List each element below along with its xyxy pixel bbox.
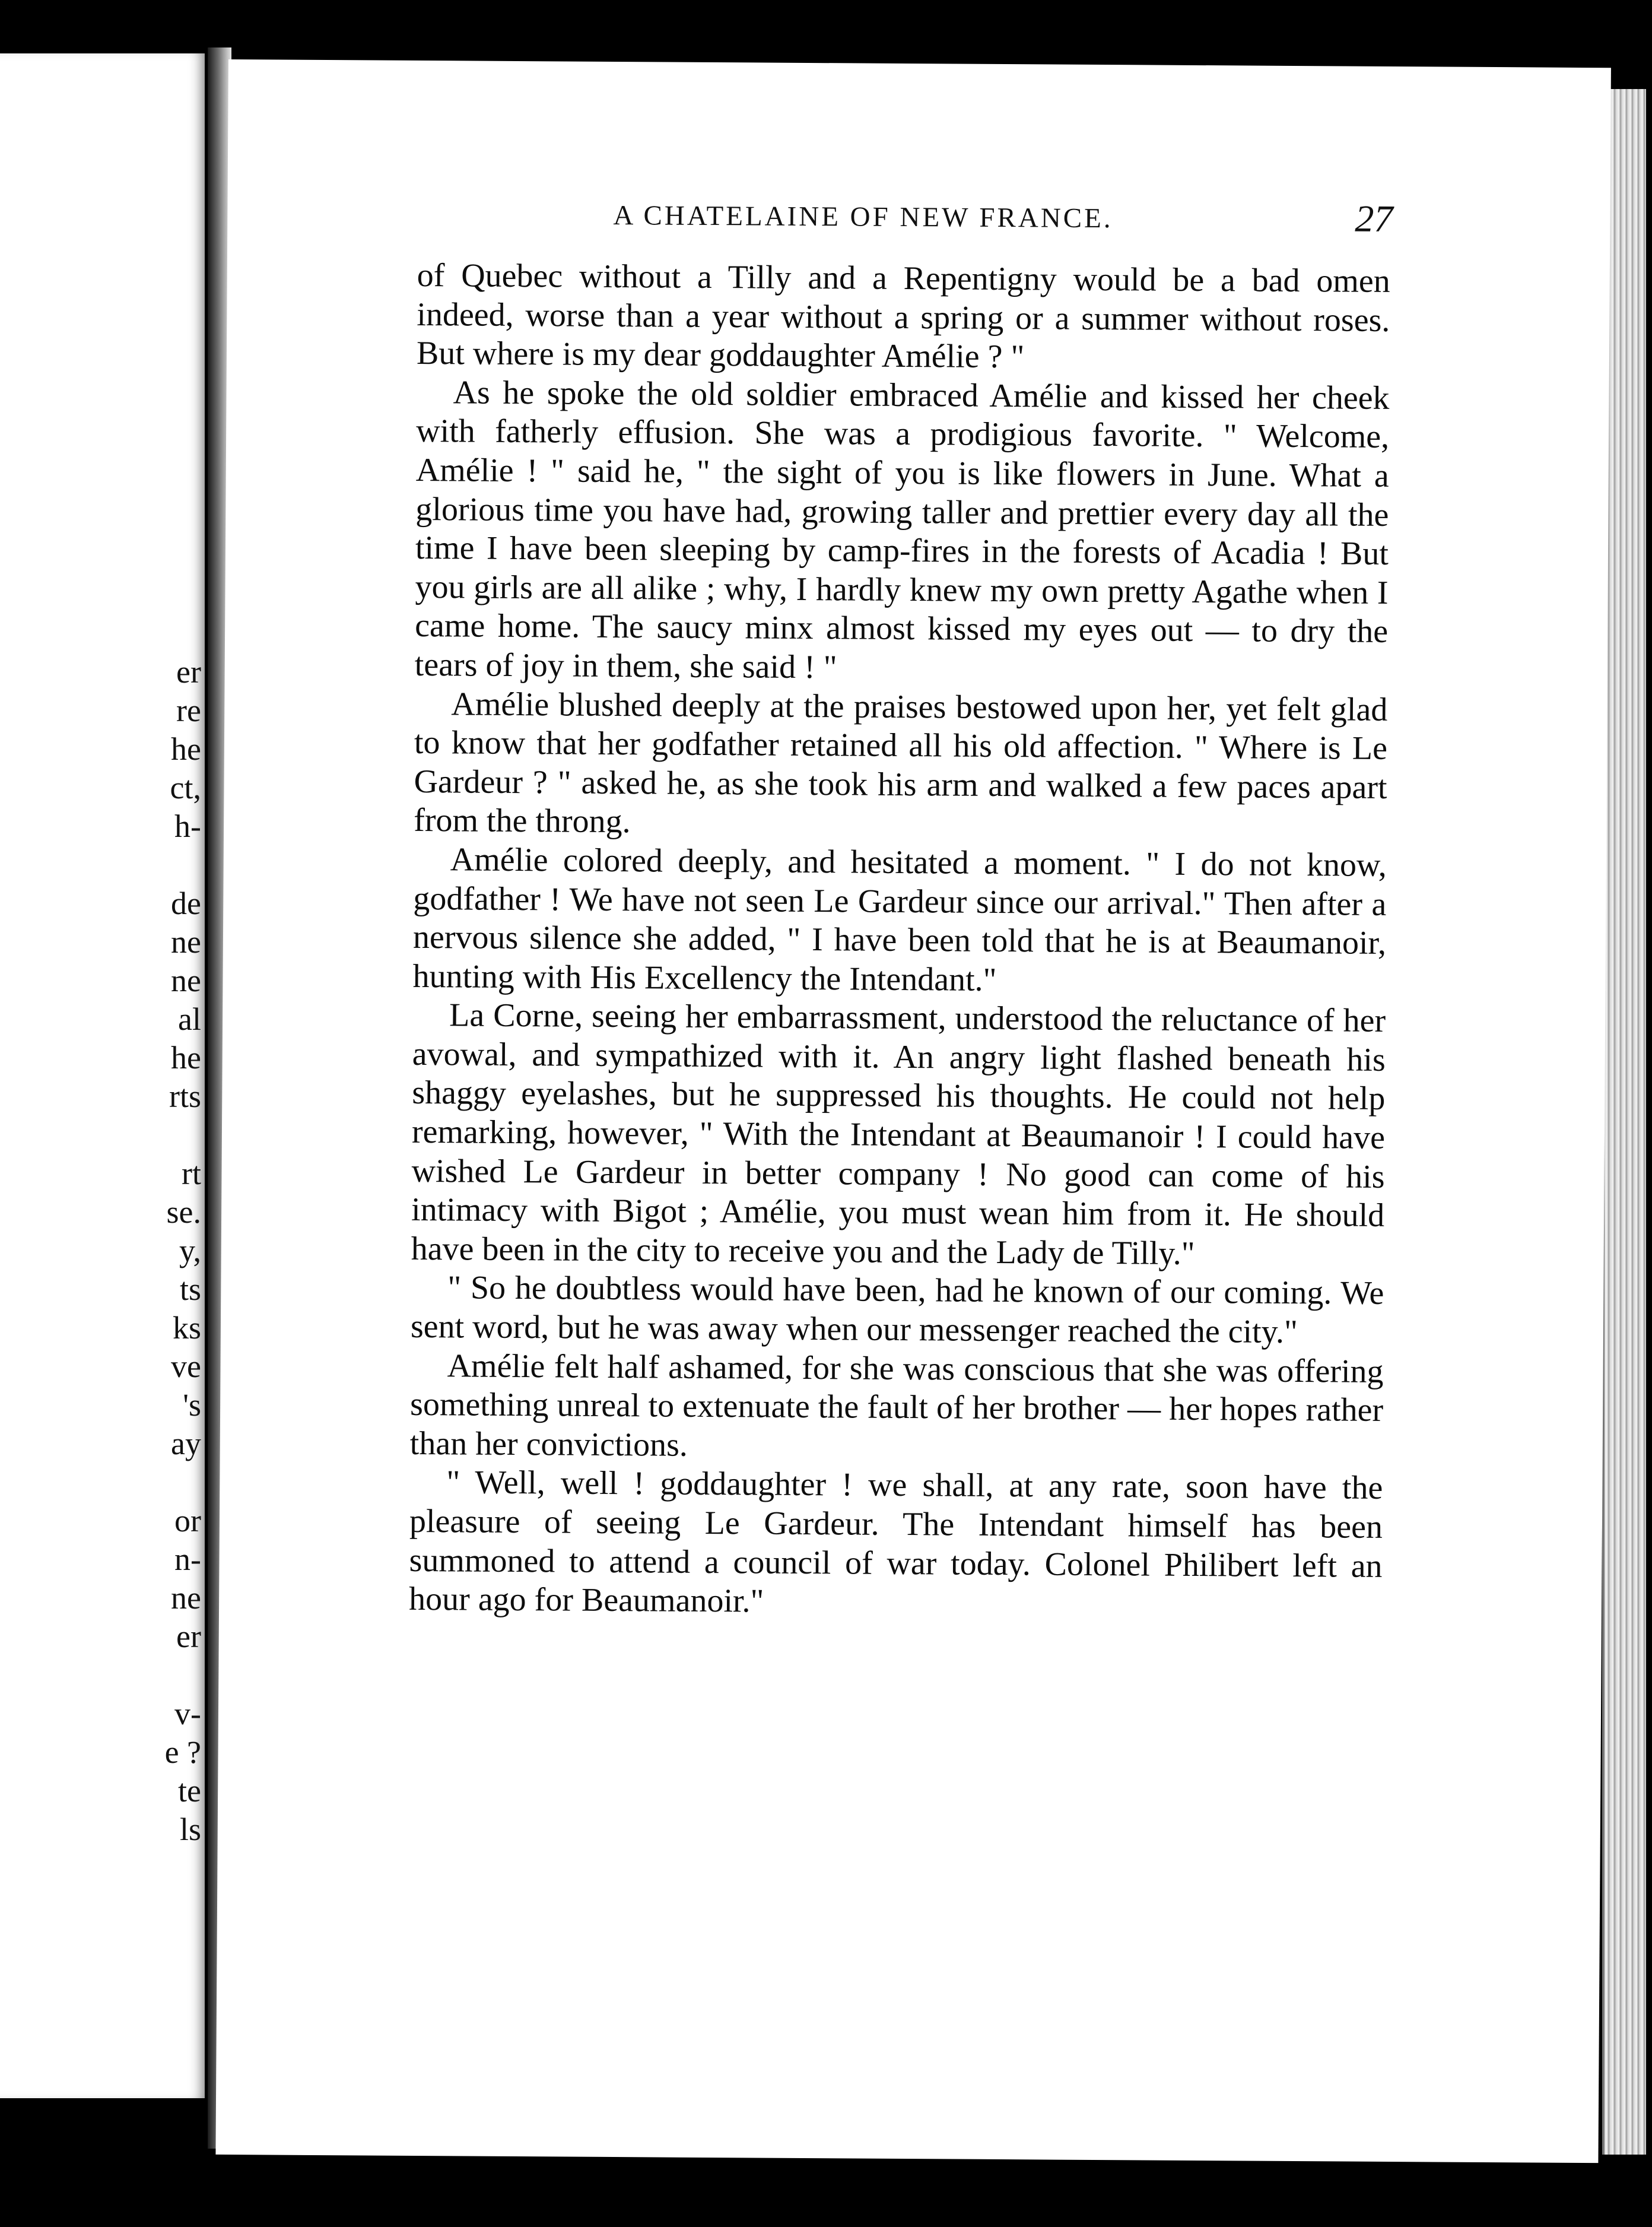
line-stub: 's bbox=[183, 1387, 201, 1423]
line-stub: rt bbox=[182, 1156, 201, 1191]
paragraph: La Corne, seeing her embarrassment, understood the reluctance of her avowal, and sympathized with it. An angry light flashed beneath his shaggy eyelashes, but he suppressed his thoughts. He could not help remarking, however, " With the Intendant at Beaumanoir ! I could have wished Le Gardeur in better company ! No good can come of his intimacy with Bigot ; Amélie, you must wean him from it. He should have been in the city to receive you and the Lady de Tilly." bbox=[411, 997, 1386, 1272]
line-stub: ls bbox=[179, 1812, 201, 1847]
line-stub: ct, bbox=[170, 770, 201, 805]
line-stub: ve bbox=[171, 1349, 201, 1384]
line-stub: ks bbox=[172, 1310, 201, 1346]
previous-page-fragment bbox=[0, 53, 205, 2098]
line-stub: al bbox=[178, 1001, 201, 1037]
line-stub: ne bbox=[171, 924, 201, 960]
paragraph: As he spoke the old soldier embraced Amélie and kissed her cheek with fatherly effusion. She was a prodigious favorite. " Welcome, Amélie ! " said he, " the sight of you is like flowers in June. What a glorious time you have had, growing taller and prettier every day all the time I have been sleeping by camp-fires in the forests of Acadia ! But you girls are all alike ; why, I hardly knew my own pretty Agathe when I came home. The saucy minx almost kissed my eyes out — to dry the tears of joy in them, she said ! " bbox=[414, 374, 1390, 686]
line-stub: y, bbox=[179, 1233, 201, 1268]
line-stub: ts bbox=[179, 1271, 201, 1307]
line-stub: or bbox=[174, 1503, 201, 1538]
paragraph: Amélie blushed deeply at the praises bestowed upon her, yet felt glad to know that her godfather retained all his old affection. " Where is Le Gardeur ? " asked he, as she took his arm and walked a few paces apart from the throng. bbox=[413, 685, 1388, 840]
line-stub: he bbox=[171, 731, 201, 767]
line-stub: er bbox=[176, 654, 201, 690]
line-stub: de bbox=[171, 886, 201, 921]
paragraph: of Quebec without a Tilly and a Repentigny would be a bad omen indeed, worse than a year without a spring or a summer without roses. But where is my dear goddaughter Amélie ? " bbox=[416, 256, 1390, 376]
paragraph: " So he doubtless would have been, had he known of our coming. We sent word, but he was away when our messenger reached the city." bbox=[410, 1269, 1384, 1351]
body-text bbox=[409, 256, 1390, 1625]
line-stub: he bbox=[171, 1040, 201, 1076]
line-stub: te bbox=[178, 1773, 201, 1809]
line-stub: ay bbox=[171, 1426, 201, 1461]
line-stub: n- bbox=[174, 1541, 201, 1577]
paragraph: " Well, well ! goddaughter ! we shall, at any rate, soon have the pleasure of seeing Le Gardeur. The Intendant himself has been summoned to attend a council of war today. Colonel Philibert left an hour ago for Beaumanoir." bbox=[408, 1464, 1383, 1620]
line-stub: rts bbox=[169, 1078, 201, 1114]
book-page bbox=[215, 59, 1611, 2163]
paragraph: Amélie colored deeply, and hesitated a moment. " I do not know, godfather ! We have not seen Le Gardeur since our arrival." Then after a nervous silence she added, " I have been told that he is at Beaumanoir, hunting with His Excellency the Intendant." bbox=[412, 841, 1387, 998]
running-head: A CHATELAINE OF NEW FRANCE. bbox=[613, 199, 1113, 234]
line-stub: ne bbox=[171, 963, 201, 998]
line-stub: re bbox=[176, 693, 201, 728]
line-stub: e ? bbox=[164, 1734, 201, 1770]
line-stub: se. bbox=[166, 1194, 201, 1230]
line-stub: er bbox=[176, 1619, 201, 1654]
line-stub: h- bbox=[174, 808, 201, 844]
paragraph: Amélie felt half ashamed, for she was conscious that she was offering something unreal to extenuate the fault of her brother — her hopes rather than her convictions. bbox=[409, 1347, 1384, 1464]
line-stub: ne bbox=[171, 1580, 201, 1616]
page-number: 27 bbox=[1355, 197, 1393, 240]
line-stub: v- bbox=[174, 1696, 201, 1731]
